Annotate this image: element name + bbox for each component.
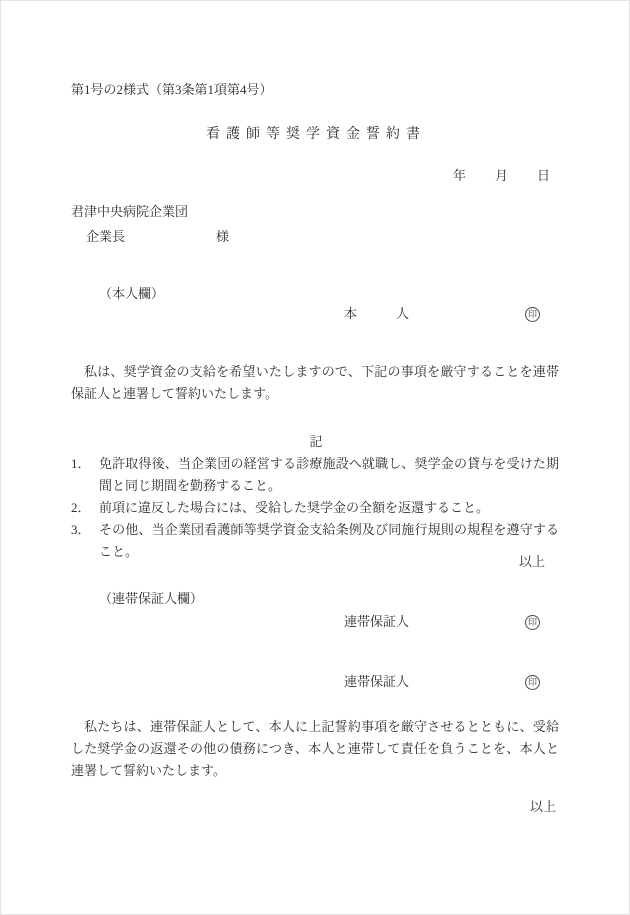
- seal-character: 印: [527, 308, 537, 319]
- guarantor-signature-row-1: [344, 611, 540, 633]
- list-item-text: 免許取得後、当企業団の経営する診療施設へ就職し、奨学金の貸与を受けた期間と同じ期間を勤務すること。: [99, 456, 559, 493]
- addressee-organization: 君津中央病院企業団: [71, 204, 189, 219]
- applicant-signature-row: [344, 303, 540, 325]
- seal-character: 印: [527, 676, 537, 687]
- addressee-line: [86, 226, 559, 248]
- guarantor-section-label: （連帯保証人欄）: [99, 591, 204, 606]
- pledge-paragraph: 私は、奨学資金の支給を希望いたしますので、下記の事項を厳守することを連帯保証人と連署して誓約いたします。: [71, 364, 559, 401]
- seal-icon: [525, 307, 540, 322]
- list-item-number: 1．: [71, 456, 91, 471]
- list-item-text: 前項に違反した場合には、受給した奨学金の全額を返還すること。: [99, 500, 490, 515]
- date-line: 年 月 日: [452, 168, 551, 183]
- list-item-text: その他、当企業団看護師等奨学資金支給条例及び同施行規則の規程を遵守すること。: [99, 522, 559, 559]
- guarantor-paragraph: 私たちは、連帯保証人として、本人に上記誓約事項を厳守させるとともに、受給した奨学金の返還その他の債務につき、本人と連帯して責任を負うことを、本人と連署して誓約いたします。: [71, 719, 559, 778]
- applicant-signer-label: 本 人: [344, 306, 410, 321]
- seal-character: 印: [527, 616, 537, 627]
- addressee-honorific: 様: [216, 229, 230, 244]
- pledge-list: [71, 453, 559, 563]
- seal-icon: [525, 675, 540, 690]
- list-item: [71, 497, 559, 519]
- guarantor-signature-row-2: [344, 671, 540, 693]
- seal-icon: [525, 615, 540, 630]
- guarantor-signer-label: 連帯保証人: [344, 674, 410, 689]
- form-number: 第1号の2様式（第3条第1項第4号）: [71, 82, 273, 97]
- guarantor-signer-label: 連帯保証人: [344, 614, 410, 629]
- document-title: 看護師等奨学資金誓約書: [206, 127, 426, 142]
- note-heading: 記: [309, 434, 323, 449]
- closing-mark-2: 以上: [529, 799, 556, 814]
- addressee-role: 企業長: [86, 229, 126, 244]
- closing-mark-1: 以上: [518, 554, 545, 569]
- list-item: [71, 453, 559, 497]
- list-item-number: 2．: [71, 500, 91, 515]
- applicant-section-label: （本人欄）: [99, 286, 165, 301]
- list-item-number: 3．: [71, 522, 91, 537]
